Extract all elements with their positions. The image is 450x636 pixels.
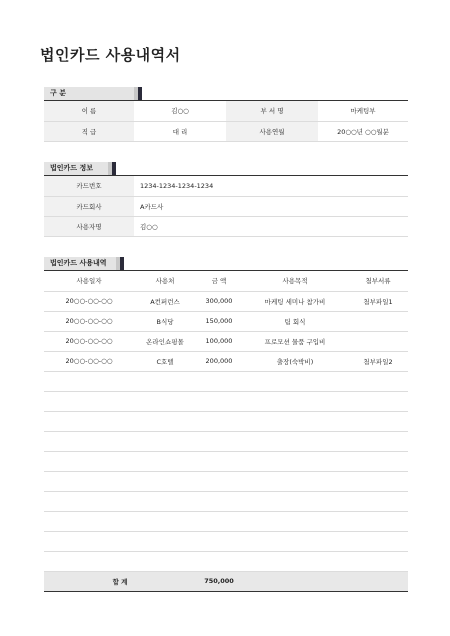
section-label: 법인카드 정보 xyxy=(44,162,108,175)
usage-purpose xyxy=(242,511,348,531)
usage-place xyxy=(134,511,196,531)
usage-attachment xyxy=(348,531,408,551)
table-row xyxy=(44,431,408,451)
usage-date xyxy=(44,391,134,411)
section-label: 법인카드 사용내역 xyxy=(44,257,116,270)
usage-place xyxy=(134,471,196,491)
usage-purpose xyxy=(242,431,348,451)
usage-date xyxy=(44,431,134,451)
position-label: 직 급 xyxy=(44,121,134,141)
usage-purpose: 프로모션 물품 구입비 xyxy=(242,331,348,351)
card-info-table xyxy=(44,176,408,237)
usage-table xyxy=(44,271,408,592)
section-header-usage xyxy=(44,257,408,271)
card-number-value: 1234-1234-1234-1234 xyxy=(134,176,408,196)
section-bar-dark xyxy=(120,257,124,270)
usage-attachment: 첨부파일1 xyxy=(348,291,408,311)
column-header-date: 사용일자 xyxy=(44,271,134,291)
usage-purpose xyxy=(242,471,348,491)
user-name-label: 사용자명 xyxy=(44,216,134,236)
table-row xyxy=(44,511,408,531)
card-company-label: 카드회사 xyxy=(44,196,134,216)
total-label: 합 계 xyxy=(44,571,196,591)
section-header-classification xyxy=(44,87,408,101)
column-header-place: 사용처 xyxy=(134,271,196,291)
table-row xyxy=(44,551,408,571)
usage-date xyxy=(44,371,134,391)
usage-date: 20○○-○○-○○ xyxy=(44,291,134,311)
usage-date: 20○○-○○-○○ xyxy=(44,311,134,331)
usage-amount xyxy=(196,491,242,511)
usage-date: 20○○-○○-○○ xyxy=(44,331,134,351)
usage-month-label: 사용연월 xyxy=(226,121,318,141)
table-row xyxy=(44,351,408,371)
usage-amount xyxy=(196,511,242,531)
usage-place xyxy=(134,391,196,411)
usage-place: A컨퍼런스 xyxy=(134,291,196,311)
usage-place xyxy=(134,411,196,431)
department-value: 마케팅부 xyxy=(318,101,408,121)
card-number-label: 카드번호 xyxy=(44,176,134,196)
classification-table xyxy=(44,101,408,142)
usage-date xyxy=(44,411,134,431)
user-name-value: 김○○ xyxy=(134,216,408,236)
usage-attachment: 첨부파일2 xyxy=(348,351,408,371)
table-row xyxy=(44,196,408,216)
usage-place xyxy=(134,451,196,471)
table-row xyxy=(44,176,408,196)
usage-purpose xyxy=(242,531,348,551)
card-company-value: A카드사 xyxy=(134,196,408,216)
usage-place xyxy=(134,531,196,551)
usage-amount xyxy=(196,431,242,451)
total-blank xyxy=(242,571,348,591)
usage-date xyxy=(44,491,134,511)
section-label: 구 분 xyxy=(44,87,134,100)
usage-date xyxy=(44,531,134,551)
usage-purpose: 팀 회식 xyxy=(242,311,348,331)
table-row xyxy=(44,491,408,511)
table-row xyxy=(44,331,408,351)
table-row xyxy=(44,411,408,431)
usage-attachment xyxy=(348,491,408,511)
usage-date xyxy=(44,451,134,471)
usage-amount: 150,000 xyxy=(196,311,242,331)
table-row xyxy=(44,121,408,141)
usage-attachment xyxy=(348,551,408,571)
usage-attachment xyxy=(348,471,408,491)
usage-amount xyxy=(196,531,242,551)
department-label: 부 서 명 xyxy=(226,101,318,121)
table-row xyxy=(44,451,408,471)
usage-place: B식당 xyxy=(134,311,196,331)
usage-amount xyxy=(196,451,242,471)
usage-date xyxy=(44,551,134,571)
table-row xyxy=(44,311,408,331)
usage-amount: 100,000 xyxy=(196,331,242,351)
table-row xyxy=(44,371,408,391)
usage-date xyxy=(44,471,134,491)
usage-amount xyxy=(196,411,242,431)
column-header-amount: 금 액 xyxy=(196,271,242,291)
position-value: 대 리 xyxy=(134,121,226,141)
total-row xyxy=(44,571,408,591)
usage-attachment xyxy=(348,411,408,431)
section-bar-dark xyxy=(112,162,116,175)
usage-purpose xyxy=(242,371,348,391)
usage-place xyxy=(134,491,196,511)
usage-attachment xyxy=(348,391,408,411)
usage-amount xyxy=(196,471,242,491)
table-row xyxy=(44,391,408,411)
document-title: 법인카드 사용내역서 xyxy=(40,46,181,64)
usage-amount xyxy=(196,391,242,411)
usage-amount: 300,000 xyxy=(196,291,242,311)
usage-purpose xyxy=(242,551,348,571)
section-header-card-info xyxy=(44,162,408,176)
table-row xyxy=(44,531,408,551)
section-bar-dark xyxy=(138,87,142,100)
usage-purpose xyxy=(242,391,348,411)
table-row xyxy=(44,291,408,311)
usage-place xyxy=(134,551,196,571)
table-row xyxy=(44,216,408,236)
usage-place xyxy=(134,431,196,451)
usage-date xyxy=(44,511,134,531)
usage-place: 온라인쇼핑몰 xyxy=(134,331,196,351)
usage-place: C호텔 xyxy=(134,351,196,371)
table-row xyxy=(44,471,408,491)
usage-attachment xyxy=(348,371,408,391)
usage-month-value: 20○○년 ○○월분 xyxy=(318,121,408,141)
usage-attachment xyxy=(348,511,408,531)
usage-place xyxy=(134,371,196,391)
table-header-row xyxy=(44,271,408,291)
usage-purpose xyxy=(242,491,348,511)
usage-amount: 200,000 xyxy=(196,351,242,371)
usage-purpose xyxy=(242,411,348,431)
usage-attachment xyxy=(348,331,408,351)
usage-purpose: 마케팅 세미나 참가비 xyxy=(242,291,348,311)
usage-purpose: 출장(숙박비) xyxy=(242,351,348,371)
usage-attachment xyxy=(348,311,408,331)
column-header-attachment: 첨부서류 xyxy=(348,271,408,291)
total-blank xyxy=(348,571,408,591)
usage-purpose xyxy=(242,451,348,471)
name-value: 김○○ xyxy=(134,101,226,121)
usage-attachment xyxy=(348,451,408,471)
name-label: 이 름 xyxy=(44,101,134,121)
usage-amount xyxy=(196,551,242,571)
usage-attachment xyxy=(348,431,408,451)
usage-date: 20○○-○○-○○ xyxy=(44,351,134,371)
table-row xyxy=(44,101,408,121)
column-header-purpose: 사용목적 xyxy=(242,271,348,291)
total-value: 750,000 xyxy=(196,571,242,591)
usage-amount xyxy=(196,371,242,391)
